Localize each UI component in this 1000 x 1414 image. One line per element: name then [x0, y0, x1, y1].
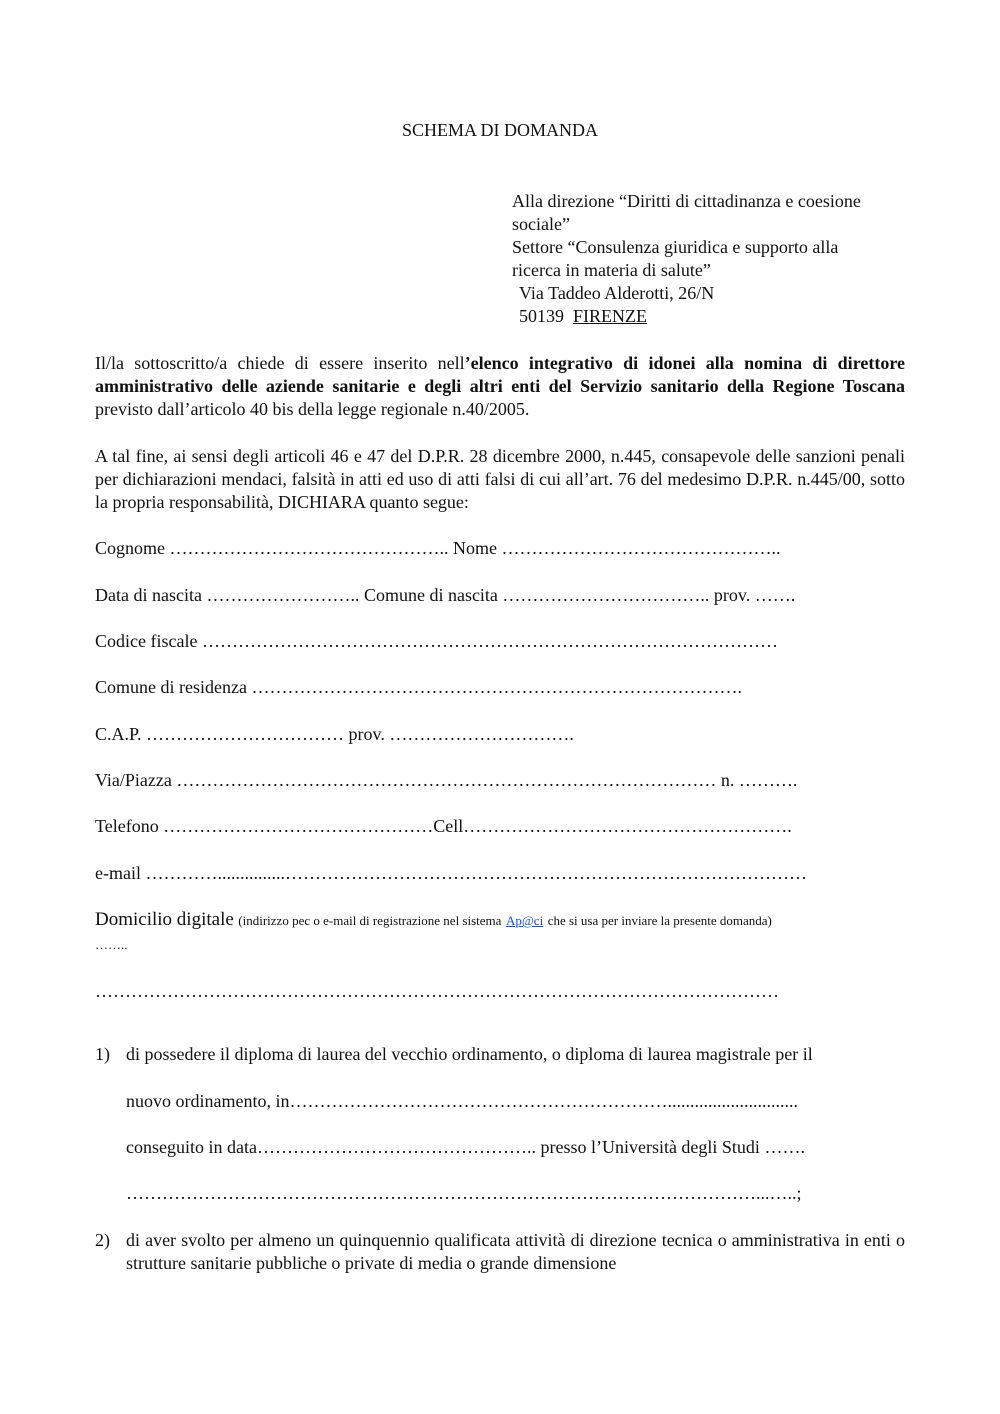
apaci-link[interactable]: Ap@ci	[505, 913, 544, 928]
address-line-4: ricerca in materia di salute”	[512, 260, 711, 280]
address-line-3: Settore “Consulenza giuridica e supporto alla	[512, 237, 839, 257]
address-line-1: Alla direzione “Diritti di cittadinanza e coesione	[512, 191, 861, 211]
list-item-2	[95, 1229, 905, 1275]
domicilio-note: (indirizzo pec o e-mail di registrazione nel sistema	[238, 913, 502, 928]
intro-suffix: previsto dall’articolo 40 bis della legge regionale n.40/2005.	[95, 399, 530, 419]
list-item-1	[95, 1043, 905, 1066]
domicilio-dots-tail: ……..	[95, 937, 128, 952]
field-via: Via/Piazza ……………………………………………………………………………… n. ……….	[95, 770, 798, 790]
address-line-2: sociale”	[512, 214, 570, 234]
domicilio-dots-line: ……………………………………………………………………………………………………	[95, 981, 779, 1001]
item-1-line-3: conseguito in data……………………………………….. presso l’Università degli Studi …….	[126, 1137, 805, 1157]
page-title: SCHEMA DI DOMANDA	[401, 120, 598, 140]
item-number: 1)	[95, 1044, 110, 1064]
field-codice-fiscale: Codice fiscale ……………………………………………………………………………………	[95, 631, 778, 651]
field-nascita: Data di nascita …………………….. Comune di nascita …………………………….. prov. …….	[95, 585, 796, 605]
city: FIRENZE	[573, 306, 647, 326]
field-cognome-nome: Cognome ……………………………………….. Nome ………………………………………..	[95, 538, 781, 558]
field-cap: C.A.P. …………………………… prov. ………………………….	[95, 724, 574, 744]
declaration-paragraph: A tal fine, ai sensi degli articoli 46 e 47 del D.P.R. 28 dicembre 2000, n.445, consapevole delle sanzioni penali per dichiarazioni mendaci, falsità in atti ed uso di atti falsi di cui all’art. 76 del medesimo D.P.R. n.445/00, sotto la propria responsabilità, DICHIARA quanto segue:	[95, 446, 905, 512]
field-telefono: Telefono ………………………………………Cell……………………………………………….	[95, 816, 792, 836]
item-2-text: di aver svolto per almeno un quinquennio qualificata attività di direzione tecnica o amministrativa in enti o strutture sanitarie pubbliche o private di media o grande dimensione	[126, 1230, 905, 1273]
item-1-line-2: nuovo ordinamento, in……………………………………………………….............................	[126, 1091, 798, 1111]
postal-code: 50139	[519, 306, 564, 326]
domicilio-label: Domicilio digitale	[95, 909, 234, 930]
domicilio-digitale	[95, 908, 905, 956]
intro-paragraph	[95, 352, 905, 421]
intro-bold: ’elenco integrativo di idonei alla nomina di direttore amministrativo delle aziende sanitarie e degli altri enti del Servizio sanitario della Regione Toscana	[95, 353, 905, 396]
address-line-5: Via Taddeo Alderotti, 26/N	[519, 283, 715, 303]
address-line-6	[512, 305, 905, 328]
field-residenza: Comune di residenza ……………………………………………………………………….	[95, 677, 742, 697]
item-1-line-1: di possedere il diploma di laurea del vecchio ordinamento, o diploma di laurea magistrale per il	[126, 1044, 813, 1064]
item-1-line-4: ……………………………………………………………………………………………...…..;	[126, 1183, 802, 1203]
item-number: 2)	[95, 1230, 110, 1250]
domicilio-note-end: che si usa per inviare la presente domanda)	[547, 913, 772, 928]
recipient-address	[512, 190, 905, 328]
intro-prefix: Il/la sottoscritto/a chiede di essere inserito nell	[95, 353, 465, 373]
field-email: e-mail …………...............……………………………………………………………………………	[95, 863, 807, 883]
